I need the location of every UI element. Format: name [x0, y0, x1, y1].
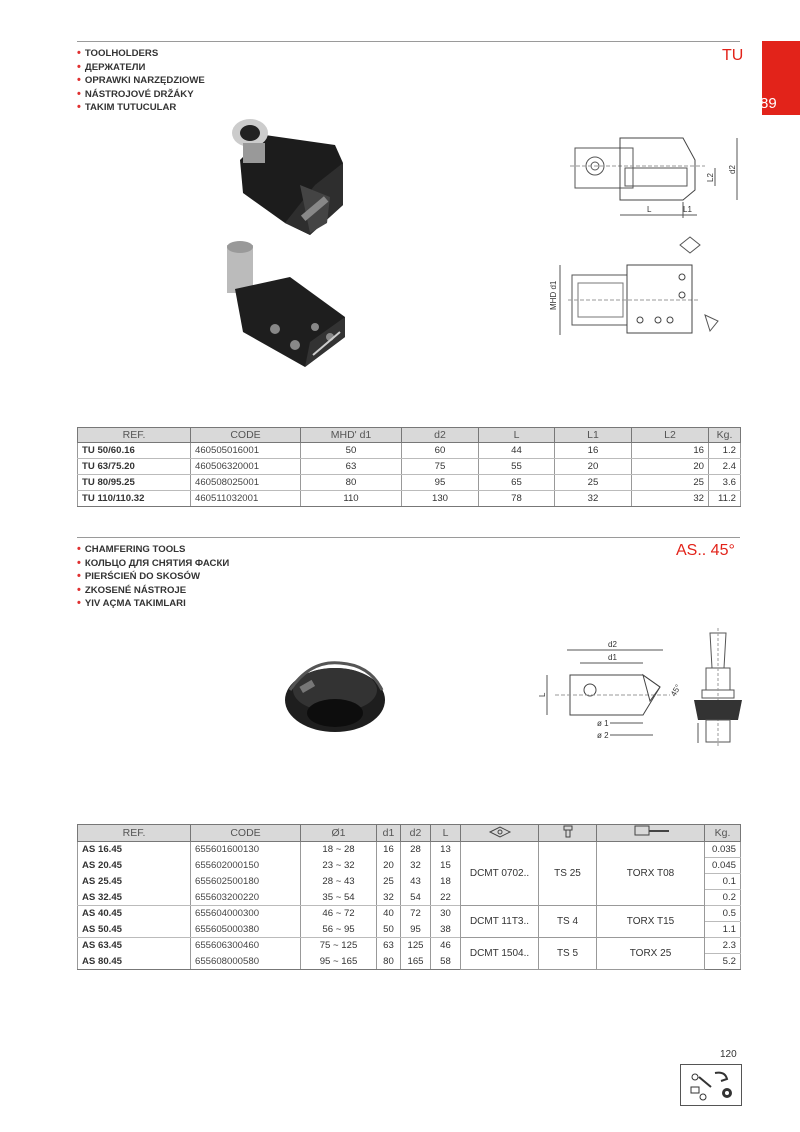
column-header: REF. [78, 825, 191, 842]
language-label: • YIV AÇMA TAKIMLARI [77, 597, 229, 611]
toolholders-language-list [77, 47, 205, 115]
toolholder-drawing-side [540, 235, 730, 345]
table-cell: AS 50.45 [78, 922, 191, 938]
dim-label-l: L [538, 692, 547, 697]
table-cell: 44 [479, 443, 555, 459]
table-cell: 655608000580 [191, 954, 301, 970]
weight-cell: 0.5 [705, 906, 741, 922]
table-cell: TU 80/95.25 [78, 475, 191, 491]
insert-column-header [461, 825, 539, 842]
table-row [78, 459, 741, 475]
table-cell: 60 [402, 443, 479, 459]
table-cell: 655601600130 [191, 842, 301, 858]
key-cell: TORX T08 [597, 842, 705, 906]
table-cell: AS 25.45 [78, 874, 191, 890]
table-cell: 46 [431, 938, 461, 954]
table-cell: 95 ~ 165 [301, 954, 377, 970]
table-cell: 655606300460 [191, 938, 301, 954]
weight-cell: 2.3 [705, 938, 741, 954]
screw-cell: TS 25 [539, 842, 597, 906]
table-cell: 16 [377, 842, 401, 858]
column-header: Kg. [705, 825, 741, 842]
column-header: CODE [191, 825, 301, 842]
dim-label-d2: d2 [608, 640, 617, 649]
weight-cell: 0.1 [705, 874, 741, 890]
column-header: L2 [632, 428, 709, 443]
toolholder-photo [215, 105, 355, 245]
table-cell: 65 [479, 475, 555, 491]
table-cell: 460506320001 [191, 459, 301, 475]
table-cell: 16 [632, 443, 709, 459]
table-cell: 75 [402, 459, 479, 475]
table-cell: 30 [431, 906, 461, 922]
key-cell: TORX T15 [597, 906, 705, 938]
language-label: • NÁSTROJOVÉ DRŽÁKY [77, 88, 205, 102]
table-cell: 43 [401, 874, 431, 890]
table-row [78, 938, 741, 954]
table-cell: 75 ~ 125 [301, 938, 377, 954]
language-label: • TOOLHOLDERS [77, 47, 205, 61]
table-cell: 55 [479, 459, 555, 475]
table-cell: 25 [555, 475, 632, 491]
weight-cell: 5.2 [705, 954, 741, 970]
table-cell: 16 [555, 443, 632, 459]
table-cell: 165 [401, 954, 431, 970]
dim-label-angle: 45° [668, 683, 683, 698]
insert-cell: DCMT 11T3.. [461, 906, 539, 938]
table-cell: 56 ~ 95 [301, 922, 377, 938]
table-cell: 18 [431, 874, 461, 890]
torx-key-icon [629, 825, 673, 838]
column-header: Kg. [709, 428, 741, 443]
table-cell: 28 ~ 43 [301, 874, 377, 890]
table-cell: 460508025001 [191, 475, 301, 491]
table-cell: 655602000150 [191, 858, 301, 874]
table-cell: 28 [401, 842, 431, 858]
table-cell: 2.4 [709, 459, 741, 475]
table-cell: 18 ~ 28 [301, 842, 377, 858]
table-cell: 655605000380 [191, 922, 301, 938]
table-cell: 130 [402, 491, 479, 507]
table-row [78, 491, 741, 507]
chamfering-table [77, 824, 741, 970]
table-row [78, 475, 741, 491]
section-tab-number: 89 [760, 95, 777, 112]
key-cell: TORX 25 [597, 938, 705, 970]
section-title-tu: TU [722, 47, 744, 64]
column-header: d2 [402, 428, 479, 443]
table-cell: 80 [377, 954, 401, 970]
table-cell: 95 [402, 475, 479, 491]
weight-cell: 0.035 [705, 842, 741, 858]
column-header: L [479, 428, 555, 443]
screw-icon [561, 825, 575, 838]
language-label: • ZKOSENÉ NÁSTROJE [77, 584, 229, 598]
table-cell: 50 [301, 443, 402, 459]
dim-label-mhd: MHD d1 [549, 280, 558, 310]
section-divider [77, 537, 740, 538]
chamfer-ring-photo [280, 655, 390, 740]
section-title-as: AS.. 45° [676, 542, 735, 559]
table-cell: 32 [377, 890, 401, 906]
table-cell: 78 [479, 491, 555, 507]
dim-label-d1: d1 [608, 653, 617, 662]
table-row [78, 443, 741, 459]
table-cell: AS 63.45 [78, 938, 191, 954]
spindle-drawing [688, 628, 748, 748]
screw-column-header [539, 825, 597, 842]
page-number: 120 [720, 1049, 737, 1060]
language-label: • PIERŚCIEŃ DO SKOSÓW [77, 570, 229, 584]
table-cell: 655604000300 [191, 906, 301, 922]
table-cell: AS 32.45 [78, 890, 191, 906]
chamfering-language-list [77, 543, 229, 611]
dim-label-l: L [647, 205, 652, 214]
table-cell: 46 ~ 72 [301, 906, 377, 922]
column-header: REF. [78, 428, 191, 443]
section-divider [77, 41, 740, 42]
table-header-row [78, 825, 741, 842]
dim-label-o2: ø 2 [597, 731, 609, 740]
language-label: • TAKIM TUTUCULAR [77, 101, 205, 115]
table-cell: 3.6 [709, 475, 741, 491]
table-cell: 32 [555, 491, 632, 507]
table-row [78, 842, 741, 858]
table-cell: 54 [401, 890, 431, 906]
table-cell: AS 16.45 [78, 842, 191, 858]
column-header: L1 [555, 428, 632, 443]
table-cell: 15 [431, 858, 461, 874]
weight-cell: 1.1 [705, 922, 741, 938]
toolholders-table [77, 427, 741, 507]
table-cell: AS 40.45 [78, 906, 191, 922]
table-cell: 13 [431, 842, 461, 858]
table-cell: 63 [377, 938, 401, 954]
table-cell: 20 [632, 459, 709, 475]
toolholder-drawing-top [565, 130, 745, 230]
column-header: CODE [191, 428, 301, 443]
language-label: • OPRAWKI NARZĘDZIOWE [77, 74, 205, 88]
table-cell: 655602500180 [191, 874, 301, 890]
table-cell: TU 110/110.32 [78, 491, 191, 507]
table-cell: 80 [301, 475, 402, 491]
table-cell: 20 [377, 858, 401, 874]
table-cell: 58 [431, 954, 461, 970]
table-cell: 32 [401, 858, 431, 874]
table-cell: 110 [301, 491, 402, 507]
toolholder-photo [215, 237, 355, 372]
weight-cell: 0.2 [705, 890, 741, 906]
dim-label-d2: d2 [728, 165, 737, 174]
table-cell: TU 63/75.20 [78, 459, 191, 475]
insert-cell: DCMT 0702.. [461, 842, 539, 906]
tools-icon-box [680, 1064, 742, 1106]
table-cell: 1.2 [709, 443, 741, 459]
table-cell: 25 [377, 874, 401, 890]
screw-cell: TS 4 [539, 906, 597, 938]
table-row [78, 906, 741, 922]
insert-cell: DCMT 1504.. [461, 938, 539, 970]
table-cell: 63 [301, 459, 402, 475]
table-cell: 50 [377, 922, 401, 938]
dim-label-l2: L2 [706, 173, 715, 182]
table-cell: 32 [632, 491, 709, 507]
screw-cell: TS 5 [539, 938, 597, 970]
insert-icon [487, 826, 513, 838]
dim-label-l1: L1 [683, 205, 692, 214]
language-label: • КОЛЬЦО ДЛЯ СНЯТИЯ ФАСКИ [77, 557, 229, 571]
table-cell: 38 [431, 922, 461, 938]
table-cell: 11.2 [709, 491, 741, 507]
key-column-header [597, 825, 705, 842]
table-cell: AS 80.45 [78, 954, 191, 970]
column-header: L [431, 825, 461, 842]
table-cell: 20 [555, 459, 632, 475]
column-header: MHD' d1 [301, 428, 402, 443]
dim-label-o1: ø 1 [597, 719, 609, 728]
weight-cell: 0.045 [705, 858, 741, 874]
chamfer-drawing [535, 635, 683, 745]
table-cell: 655603200220 [191, 890, 301, 906]
column-header: Ø1 [301, 825, 377, 842]
language-label: • ДЕРЖАТЕЛИ [77, 61, 205, 75]
table-cell: 95 [401, 922, 431, 938]
table-cell: 460511032001 [191, 491, 301, 507]
language-label: • CHAMFERING TOOLS [77, 543, 229, 557]
table-cell: 23 ~ 32 [301, 858, 377, 874]
table-cell: TU 50/60.16 [78, 443, 191, 459]
table-header-row [78, 428, 741, 443]
table-cell: 35 ~ 54 [301, 890, 377, 906]
table-cell: AS 20.45 [78, 858, 191, 874]
table-cell: 22 [431, 890, 461, 906]
table-cell: 25 [632, 475, 709, 491]
table-cell: 460505016001 [191, 443, 301, 459]
column-header: d2 [401, 825, 431, 842]
table-cell: 125 [401, 938, 431, 954]
table-cell: 40 [377, 906, 401, 922]
tools-icon [681, 1065, 741, 1105]
table-cell: 72 [401, 906, 431, 922]
column-header: d1 [377, 825, 401, 842]
